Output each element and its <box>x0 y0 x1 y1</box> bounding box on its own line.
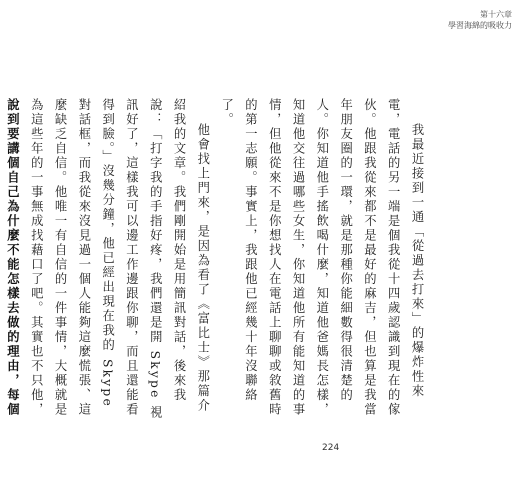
paragraph-1-text: 我最近接到一通「從過去打來」的爆炸性來電，電話的另一端是個我從十四歲認識到現在的傢伙。他跟我從來都不是最好的麻吉，但也算是我當年朋友圈的一環，就是那種你能細數得很清楚的人。你知道他手搖飲喝什麼，知道他爸媽長怎樣，知道他交往過哪些女生，你知道他所有能知道的事情，但他從來不是你想找人在電話上聊聊或敘舊時的第一志願。事實上，我跟他已經幾十年沒聯絡了。 <box>219 98 424 417</box>
chapter-title: 學習海綿的吸收力 <box>448 21 512 30</box>
page-number: 224 <box>322 443 340 453</box>
paragraph-1 <box>214 98 428 426</box>
body-text <box>0 98 428 426</box>
chapter-label: 第十六章 <box>480 10 512 19</box>
paragraph-2 <box>0 98 214 426</box>
running-header <box>0 9 512 31</box>
paragraph-2-bold-text: 說到要講個自己為什麼不能怎樣去做的理由，每個 <box>5 98 20 417</box>
paragraph-2-text: 他會找上門來，是因為看了《富比士》那篇介紹我的文章。我們剛開始是用簡訊對話，後來我說：「打字我的手指好疼，我們還是開 Skype 視訊好了，這樣我可以邊工作邊跟你聊，而且還能看得到臉。」沒幾分鐘，他已經出現在我的 Skype 對話框，而我從來沒見過一個人能夠這麼慌張、這麼缺乏自信。他唯一有自信的一件事情，大概就是為這些年的一事無成找藉口了吧。其實也不只他， <box>29 98 210 421</box>
